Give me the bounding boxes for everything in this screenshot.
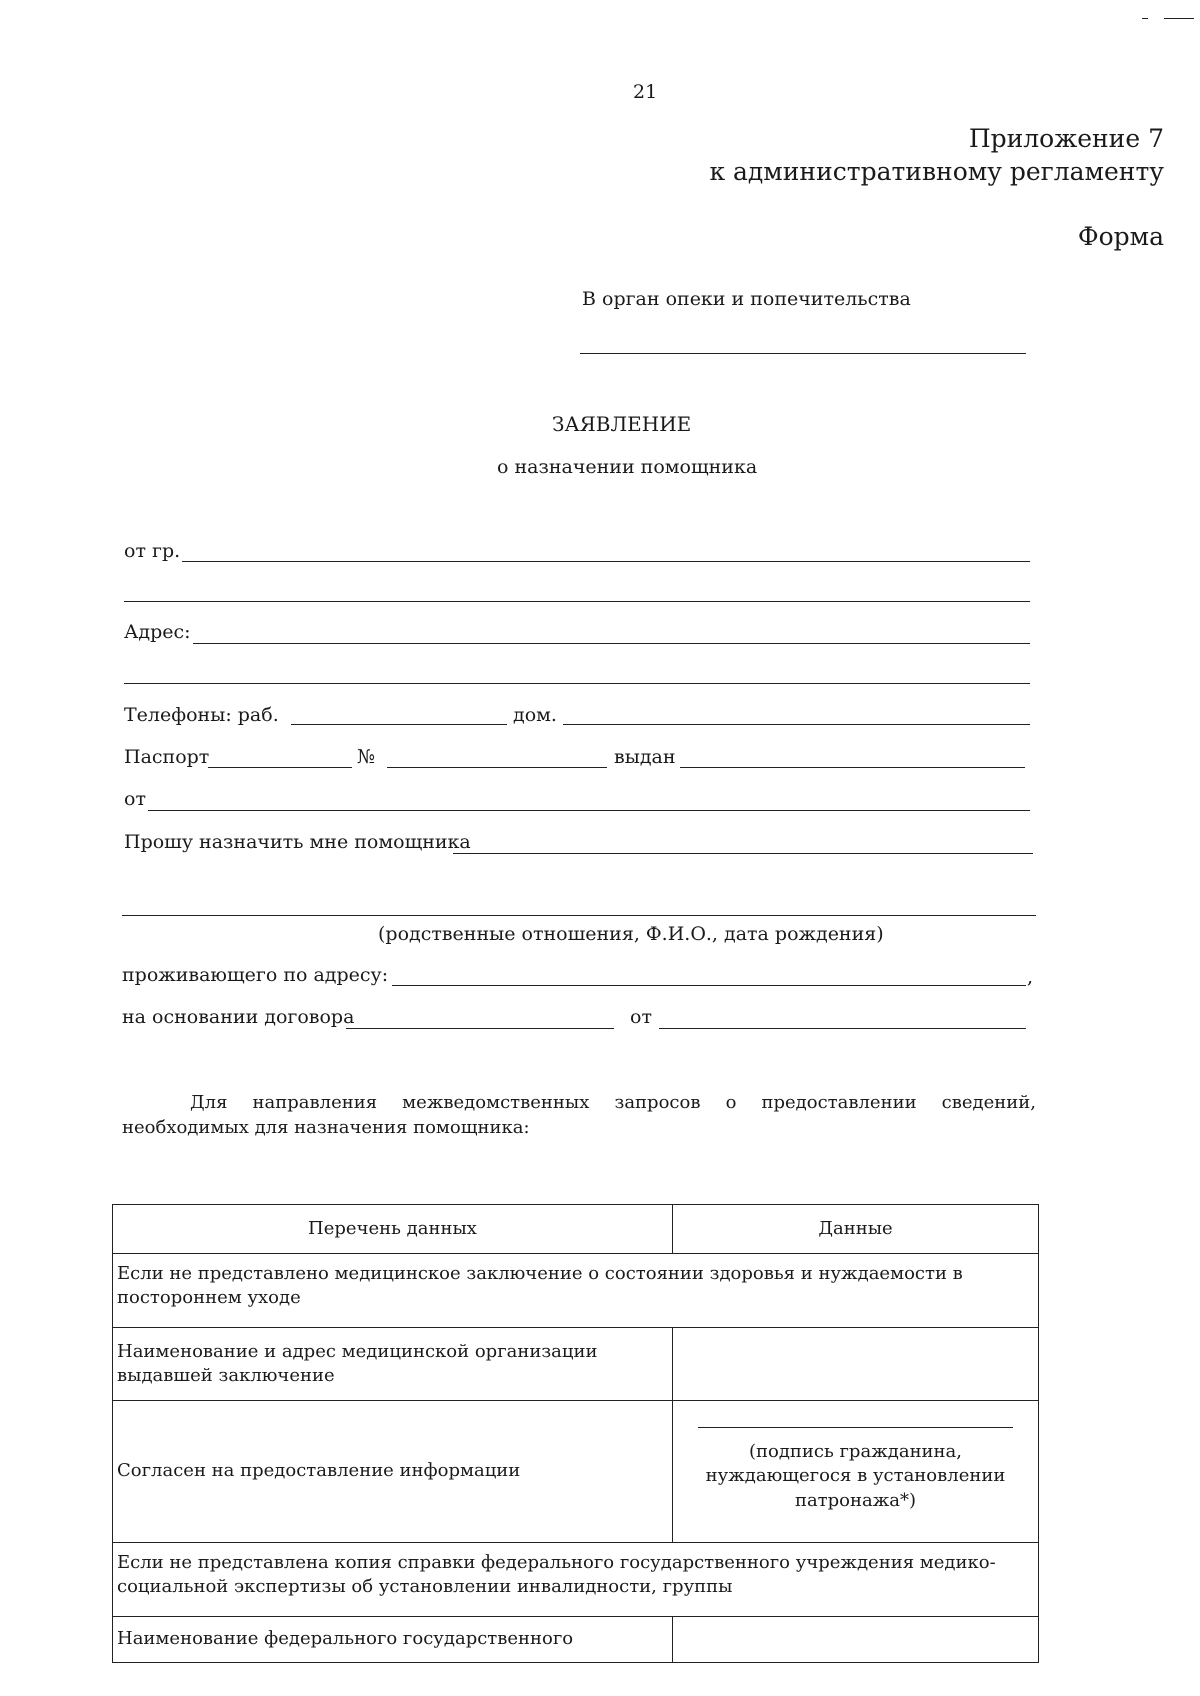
from-label: от гр.: [124, 540, 181, 562]
home-phone-line[interactable]: [563, 724, 1030, 725]
issued-label: выдан: [614, 746, 676, 768]
signature-line: [698, 1427, 1013, 1428]
signature-caption: (подпись гражданина, нуждающегося в установлении патронажа*): [705, 1441, 1006, 1511]
document-title: ЗАЯВЛЕНИЕ: [552, 412, 692, 436]
addressee: В орган опеки и попечительства: [582, 288, 911, 310]
regulation-reference: к административному регламенту: [709, 157, 1164, 186]
passport-label: Паспорт: [124, 746, 210, 768]
contract-date-label: от: [630, 1006, 652, 1028]
data-table: [112, 1204, 1039, 1663]
row-consent: Согласен на предоставление информации: [113, 1401, 673, 1543]
passport-number-line[interactable]: [387, 767, 607, 768]
appendix-title: Приложение 7: [968, 124, 1164, 153]
contract-date-line[interactable]: [659, 1028, 1026, 1029]
addressee-line: [580, 353, 1026, 354]
form-label: Форма: [1077, 222, 1164, 251]
address-line[interactable]: [193, 643, 1030, 644]
scan-mark: [1142, 18, 1148, 19]
assistant-line[interactable]: [453, 853, 1033, 854]
paragraph: Для направления межведомственных запросов о предоставлении сведений, необходимых для назначения помощника:: [122, 1092, 1036, 1138]
address-line-2[interactable]: [124, 683, 1030, 684]
cell-medical-organization-value[interactable]: [673, 1328, 1039, 1401]
scan-mark: [1164, 18, 1194, 19]
passport-series-line[interactable]: [208, 767, 352, 768]
contract-label: на основании договора: [122, 1006, 355, 1028]
residing-comma: ,: [1027, 966, 1034, 988]
address-label: Адрес:: [124, 621, 191, 643]
issue-date-label: от: [124, 788, 146, 810]
column-header-list: Перечень данных: [113, 1205, 673, 1254]
residing-label: проживающего по адресу:: [122, 964, 389, 986]
phones-label: Телефоны: раб.: [124, 704, 279, 726]
row-medical-organization: Наименование и адрес медицинской организации выдавшей заключение: [113, 1328, 673, 1401]
issued-by-line[interactable]: [680, 767, 1025, 768]
from-name-line[interactable]: [182, 561, 1030, 562]
row-federal-organization: Наименование федерального государственного: [113, 1617, 673, 1663]
passport-number-label: №: [357, 746, 375, 768]
document-subtitle: о назначении помощника: [497, 456, 758, 478]
cell-federal-organization-value[interactable]: [673, 1617, 1039, 1663]
issue-date-line[interactable]: [148, 810, 1030, 811]
cell-signature[interactable]: [673, 1401, 1039, 1543]
page-number: 21: [633, 81, 658, 103]
contract-number-line[interactable]: [346, 1028, 614, 1029]
column-header-data: Данные: [673, 1205, 1039, 1254]
request-label: Прошу назначить мне помощника: [124, 831, 471, 853]
relation-caption: (родственные отношения, Ф.И.О., дата рождения): [378, 923, 884, 945]
section-mse: Если не представлена копия справки федерального государственного учреждения медико-социальной экспертизы об установлении инвалидности, группы: [113, 1543, 1039, 1617]
work-phone-line[interactable]: [291, 724, 507, 725]
home-phone-label: дом.: [513, 704, 557, 726]
assistant-details-line[interactable]: [122, 915, 1036, 916]
section-medical: Если не представлено медицинское заключение о состоянии здоровья и нуждаемости в постороннем уходе: [113, 1254, 1039, 1328]
residing-address-line[interactable]: [392, 985, 1026, 986]
from-name-line-2[interactable]: [124, 601, 1030, 602]
